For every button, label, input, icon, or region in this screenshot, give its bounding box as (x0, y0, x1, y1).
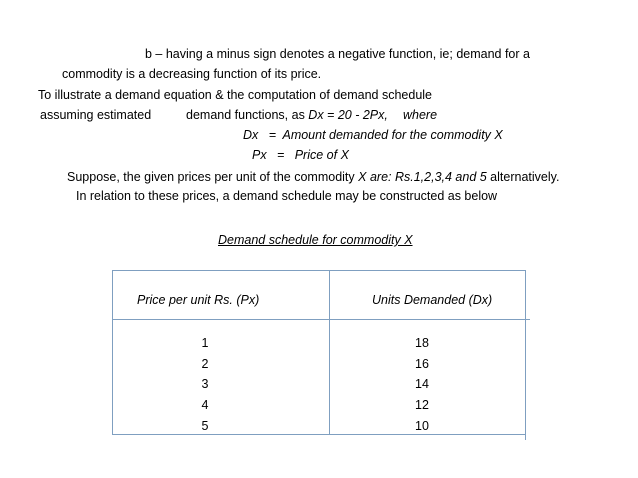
cell-units: 16 (415, 357, 429, 371)
paragraph-line-7 (67, 170, 559, 185)
definition-px: Px = Price of X (252, 148, 349, 162)
paragraph-line-1: b – having a minus sign denotes a negative function, ie; demand for a (145, 47, 530, 61)
demand-equation: Dx = 20 - 2Px, (308, 108, 388, 122)
cell-price: 4 (201, 398, 209, 412)
table-bottom-border (112, 434, 526, 435)
table-left-border (112, 270, 113, 434)
cell-price: 3 (201, 377, 209, 391)
paragraph-line-3: To illustrate a demand equation & the computation of demand schedule (38, 88, 433, 102)
cell-price: 5 (201, 419, 209, 433)
line4-where: where (403, 108, 438, 122)
line4-text: demand functions, as (186, 108, 309, 122)
cell-price: 2 (201, 357, 209, 371)
table-header-divider (112, 319, 530, 320)
line7-text: Suppose, the given prices per unit of the commodity (67, 170, 359, 184)
line7-suffix: alternatively. (486, 170, 560, 184)
cell-price: 1 (201, 336, 209, 350)
header-units: Units Demanded (Dx) (372, 293, 493, 307)
paragraph-line-4 (40, 108, 151, 123)
cell-units: 18 (415, 336, 429, 350)
cell-units: 10 (415, 419, 429, 433)
table-center-divider (329, 270, 330, 434)
table-top-border (112, 270, 526, 271)
cell-units: 14 (415, 377, 429, 391)
line4-prefix: assuming estimated (40, 108, 152, 122)
table-right-border (525, 270, 526, 440)
cell-units: 12 (415, 398, 429, 412)
definition-dx: Dx = Amount demanded for the commodity X (243, 128, 503, 142)
paragraph-line-8: In relation to these prices, a demand schedule may be constructed as below (76, 189, 498, 203)
prices-list: X are: Rs.1,2,3,4 and 5 (358, 170, 487, 184)
header-price: Price per unit Rs. (Px) (137, 293, 260, 307)
paragraph-line-2: commodity is a decreasing function of its price. (62, 67, 322, 81)
table-title: Demand schedule for commodity X (218, 233, 413, 247)
paragraph-line-4-equation (186, 108, 388, 123)
